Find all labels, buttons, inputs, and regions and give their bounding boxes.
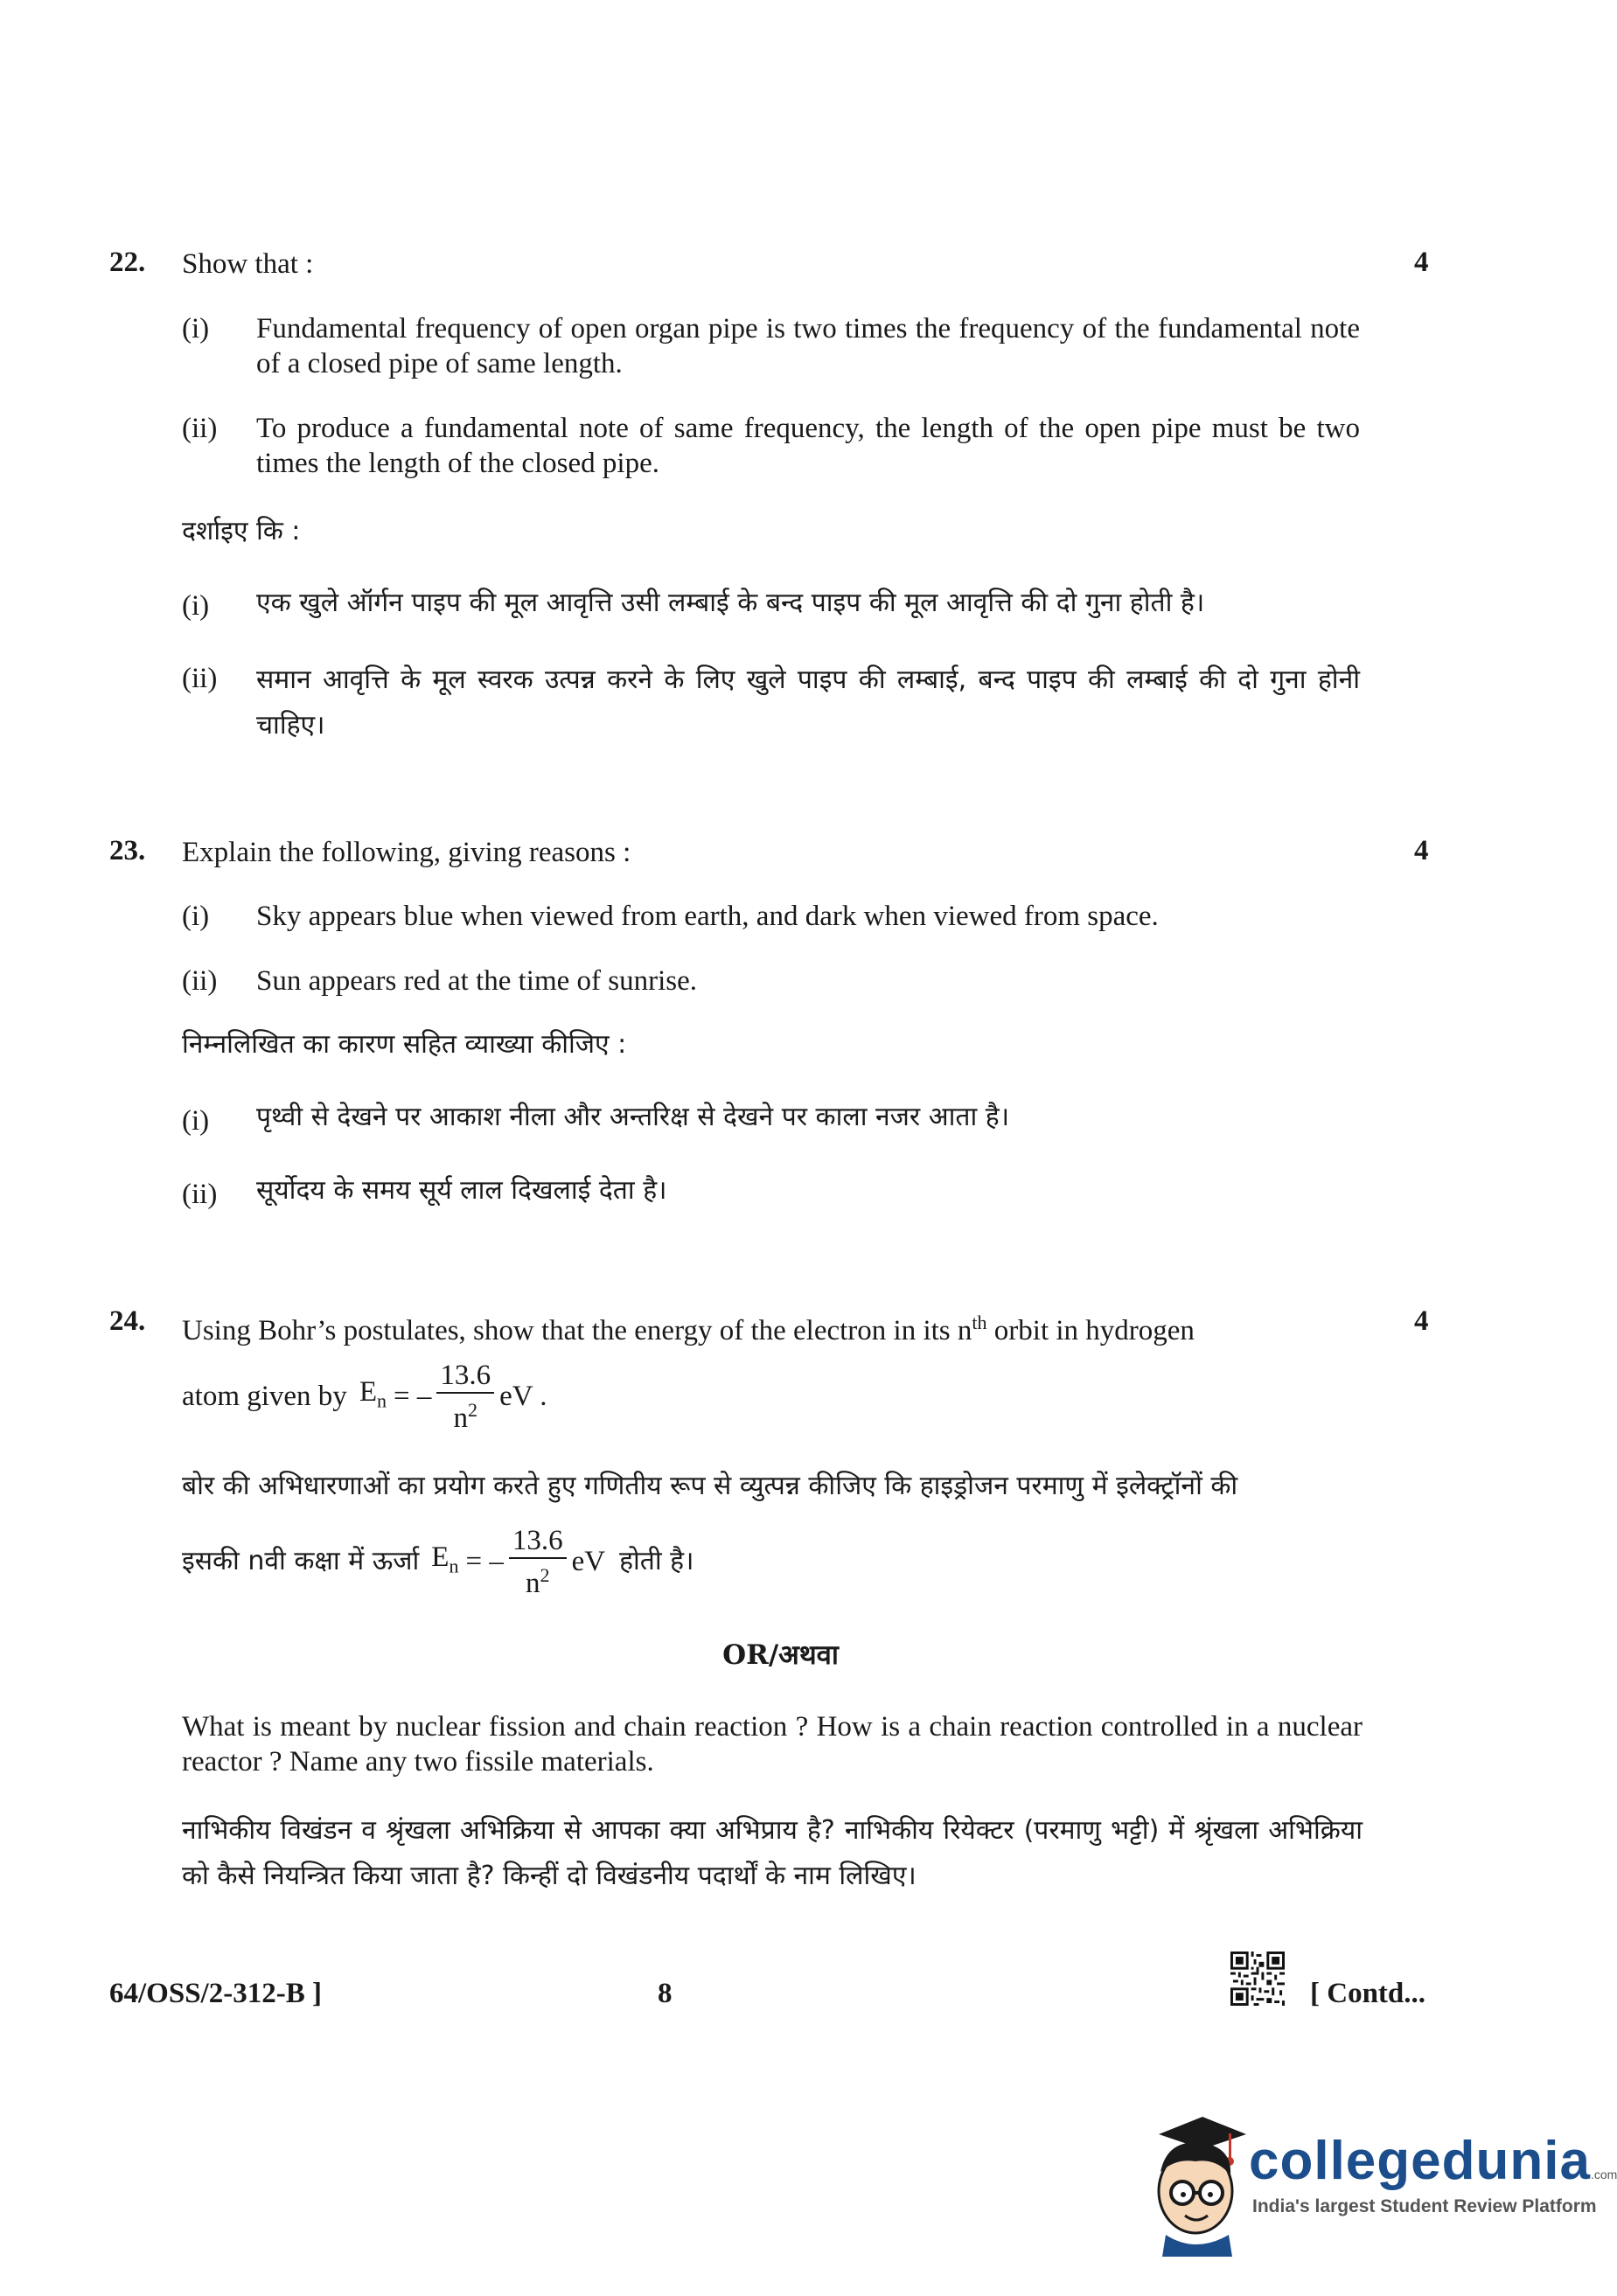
- question-23-stem: Explain the following, giving reasons :: [182, 837, 631, 868]
- q24-stem-superscript: th: [972, 1312, 987, 1333]
- q22-hindi-item-label: (i): [182, 590, 210, 622]
- energy-symbol: [431, 1540, 458, 1584]
- q24-hindi-formula-line: [182, 1520, 693, 1604]
- denominator-exponent: 2: [467, 1398, 477, 1421]
- question-24-stem: [182, 1305, 1363, 1348]
- equals-minus: = –: [465, 1546, 504, 1577]
- q24-alt-question-hindi: नाभिकीय विखंडन व श्रृंखला अभिक्रिया से आपका क्या अभिप्राय है? नाभिकीय रियेक्टर (परमाणु भट्टी) में श्रृंखला अभिक्रिया को कैसे नियन्त्रित किया जाता है? किन्हीं दो विखंडनीय पदार्थों के नाम लिखिए।: [182, 1815, 1363, 1891]
- q23-hindi-item-label: (i): [182, 1105, 210, 1137]
- brand-name: collegedunia: [1249, 2131, 1591, 2191]
- q23-hindi-item-label: (ii): [182, 1179, 218, 1210]
- q22-hindi-item-label: (ii): [182, 663, 218, 694]
- energy-unit: eV: [571, 1546, 606, 1577]
- mascot-logo-icon: [1141, 2104, 1255, 2257]
- question-22-number: 22.: [109, 247, 146, 278]
- q22-item-label: (i): [182, 313, 210, 344]
- brand-tld: .com: [1590, 2167, 1617, 2181]
- fraction-numerator: 13.6: [509, 1524, 567, 1559]
- fraction-numerator: 13.6: [436, 1359, 494, 1394]
- denominator-exponent: 2: [540, 1563, 550, 1586]
- continued-label: [ Contd...: [1310, 1978, 1426, 2009]
- q24-hindi-part: होती है।: [619, 1546, 694, 1576]
- paper-code: 64/OSS/2-312-B ]: [109, 1978, 322, 2009]
- energy-fraction: [436, 1359, 494, 1435]
- energy-letter: E: [359, 1375, 377, 1408]
- or-separator: OR/अथवा: [722, 1639, 839, 1671]
- question-22-stem: Show that :: [182, 248, 314, 280]
- q23-item-label: (i): [182, 901, 210, 932]
- q24-formula-line: [182, 1357, 547, 1436]
- question-24-number: 24.: [109, 1305, 146, 1337]
- energy-subscript: n: [376, 1389, 387, 1412]
- question-24-marks: 4: [1414, 1305, 1429, 1337]
- question-22-marks: 4: [1414, 247, 1429, 278]
- energy-letter: E: [431, 1541, 450, 1573]
- q22-hindi-item-text: एक खुले ऑर्गन पाइप की मूल आवृत्ति उसी लम्बाई के बन्द पाइप की मूल आवृत्ति की दो गुना होती है।: [256, 588, 1205, 618]
- equals-minus: = –: [393, 1381, 432, 1412]
- q22-hindi-stem: दर्शाइए कि :: [182, 516, 301, 546]
- page-number: 8: [658, 1978, 673, 2009]
- q23-item-text: Sun appears red at the time of sunrise.: [256, 965, 698, 997]
- brand-tagline: India's largest Student Review Platform: [1252, 2196, 1597, 2216]
- energy-fraction: [509, 1524, 567, 1600]
- q24-stem-part: orbit in hydrogen: [986, 1315, 1195, 1346]
- energy-unit: eV .: [499, 1381, 547, 1412]
- q24-hindi-part: इसकी n: [182, 1546, 265, 1576]
- fraction-denominator: [436, 1394, 494, 1435]
- q24-alt-question: What is meant by nuclear fission and chain reaction ? How is a chain reaction controlled in a nuclear reactor ? Name any two fissile materials.: [182, 1711, 1363, 1778]
- q22-item-text: To produce a fundamental note of same frequency, the length of the open pipe must be two times the length of the closed pipe.: [256, 413, 1360, 479]
- q23-item-label: (ii): [182, 965, 218, 997]
- q24-stem-part: Using Bohr’s postulates, show that the energy of the electron in its n: [182, 1315, 972, 1346]
- q23-hindi-item-text: पृथ्वी से देखने पर आकाश नीला और अन्तरिक्ष से देखने पर काला नजर आता है।: [256, 1102, 1010, 1132]
- fraction-denominator: [509, 1559, 567, 1600]
- energy-subscript: n: [449, 1555, 459, 1577]
- q23-item-text: Sky appears blue when viewed from earth, and dark when viewed from space.: [256, 901, 1159, 932]
- brand-wordmark: [1249, 2130, 1617, 2192]
- q24-stem-line2: atom given by: [182, 1381, 347, 1412]
- question-23-number: 23.: [109, 835, 146, 866]
- qr-code-icon: [1230, 1952, 1285, 2006]
- q24-hindi-line1: बोर की अभिधारणाओं का प्रयोग करते हुए गणितीय रूप से व्युत्पन्न कीजिए कि हाइड्रोजन परमाणु में इलेक्ट्रॉनों की: [182, 1471, 1238, 1501]
- question-23-marks: 4: [1414, 835, 1429, 866]
- q24-hindi-part: वी कक्षा में ऊर्जा: [264, 1546, 420, 1576]
- denominator-base: n: [525, 1567, 540, 1599]
- q23-hindi-stem: निम्नलिखित का कारण सहित व्याख्या कीजिए :: [182, 1029, 627, 1060]
- energy-symbol: [359, 1374, 387, 1419]
- q23-hindi-item-text: सूर्योदय के समय सूर्य लाल दिखलाई देता है।: [256, 1175, 667, 1206]
- q22-item-label: (ii): [182, 413, 218, 444]
- q22-hindi-item-text: समान आवृत्ति के मूल स्वरक उत्पन्न करने के लिए खुले पाइप की लम्बाई, बन्द पाइप की लम्बाई की दो गुना होनी चाहिए।: [256, 664, 1360, 741]
- denominator-base: n: [453, 1402, 468, 1434]
- q22-item-text: Fundamental frequency of open organ pipe is two times the frequency of the fundamental note of a closed pipe of same length.: [256, 313, 1360, 379]
